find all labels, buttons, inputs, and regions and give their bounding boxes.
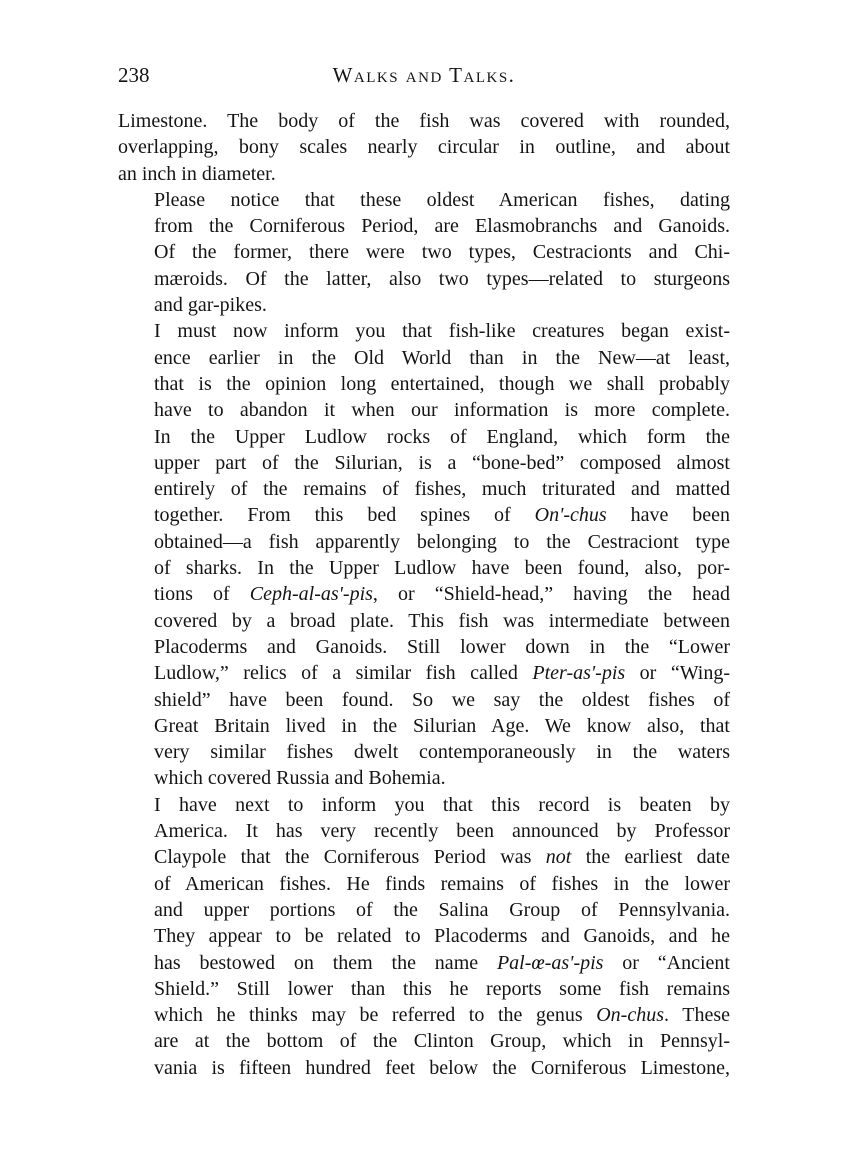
italic-term: Pter-as'-pis (532, 662, 626, 685)
text-line: I must now inform you that fish-like creatures began exist- (154, 320, 730, 343)
italic-term: On'-chus (534, 504, 607, 527)
text-line: have to abandon it when our information is more complete. (154, 399, 730, 422)
paragraph (118, 792, 730, 1081)
text-line: which covered Russia and Bohemia. (154, 767, 446, 790)
text-line: which he thinks may be referred to the genus On-chus. These (154, 1004, 730, 1027)
text-line: entirely of the remains of fishes, much triturated and matted (154, 478, 730, 501)
italic-term: Pal-œ-as'-pis (496, 951, 604, 974)
text-line: tions of Ceph-al-as'-pis, or “Shield-head,” having the head (154, 583, 730, 606)
page-header (118, 62, 730, 96)
body-text (118, 108, 730, 1081)
text-line: Placoderms and Ganoids. Still lower down in the “Lower (154, 635, 730, 658)
italic-term: On-chus (596, 1004, 664, 1027)
text-line: Please notice that these oldest American fishes, dating (154, 188, 730, 211)
text-line: an inch in diameter. (118, 162, 276, 185)
text-line: very similar fishes dwelt contemporaneously in the waters (154, 741, 730, 764)
text-line: Limestone. The body of the fish was covered with rounded, (118, 110, 730, 132)
book-page (118, 62, 730, 1081)
text-line: that is the opinion long entertained, though we shall probably (154, 372, 730, 395)
text-line: upper part of the Silurian, is a “bone-bed” composed almost (154, 451, 730, 474)
page-number: 238 (118, 63, 150, 87)
text-line: from the Corniferous Period, are Elasmobranchs and Ganoids. (154, 215, 730, 238)
text-line: Of the former, there were two types, Cestracionts and Chi- (154, 241, 730, 264)
text-line: In the Upper Ludlow rocks of England, which form the (154, 425, 730, 448)
running-title: Walks and Talks. (332, 63, 516, 87)
text-line: vania is fifteen hundred feet below the Corniferous Limestone, (154, 1056, 730, 1079)
text-line: are at the bottom of the Clinton Group, which in Pennsyl- (154, 1030, 730, 1053)
text-line: shield” have been found. So we say the oldest fishes of (154, 688, 730, 711)
text-line: has bestowed on them the name Pal-œ-as'-pis or “Ancient (154, 951, 730, 974)
paragraph (118, 187, 730, 318)
text-line: covered by a broad plate. This fish was intermediate between (154, 609, 730, 632)
italic-term: not (545, 846, 572, 869)
paragraph (118, 318, 730, 791)
text-line: Claypole that the Corniferous Period was not the earliest date (154, 846, 730, 869)
text-line: mæroids. Of the latter, also two types—related to sturgeons (154, 267, 730, 290)
text-line: together. From this bed spines of On'-chus have been (154, 504, 730, 527)
text-line: America. It has very recently been announced by Professor (154, 820, 730, 843)
text-line: Ludlow,” relics of a similar fish called Pter-as'-pis or “Wing- (154, 662, 730, 685)
text-line: I have next to inform you that this record is beaten by (154, 793, 730, 816)
text-line: and gar-pikes. (154, 294, 267, 317)
text-line: and upper portions of the Salina Group of Pennsylvania. (154, 898, 730, 921)
text-line: ence earlier in the Old World than in the New—at least, (154, 346, 730, 369)
italic-term: Ceph-al-as'-pis (249, 583, 373, 606)
text-line: overlapping, bony scales nearly circular in outline, and about (118, 136, 730, 159)
text-line: of American fishes. He finds remains of fishes in the lower (154, 872, 730, 895)
text-line: of sharks. In the Upper Ludlow have been found, also, por- (154, 557, 730, 580)
text-line: obtained—a fish apparently belonging to the Cestraciont type (154, 530, 730, 553)
text-line: Great Britain lived in the Silurian Age. We know also, that (154, 714, 730, 737)
paragraph (118, 108, 730, 187)
text-line: They appear to be related to Placoderms and Ganoids, and he (154, 925, 730, 948)
text-line: Shield.” Still lower than this he reports some fish remains (154, 977, 730, 1000)
